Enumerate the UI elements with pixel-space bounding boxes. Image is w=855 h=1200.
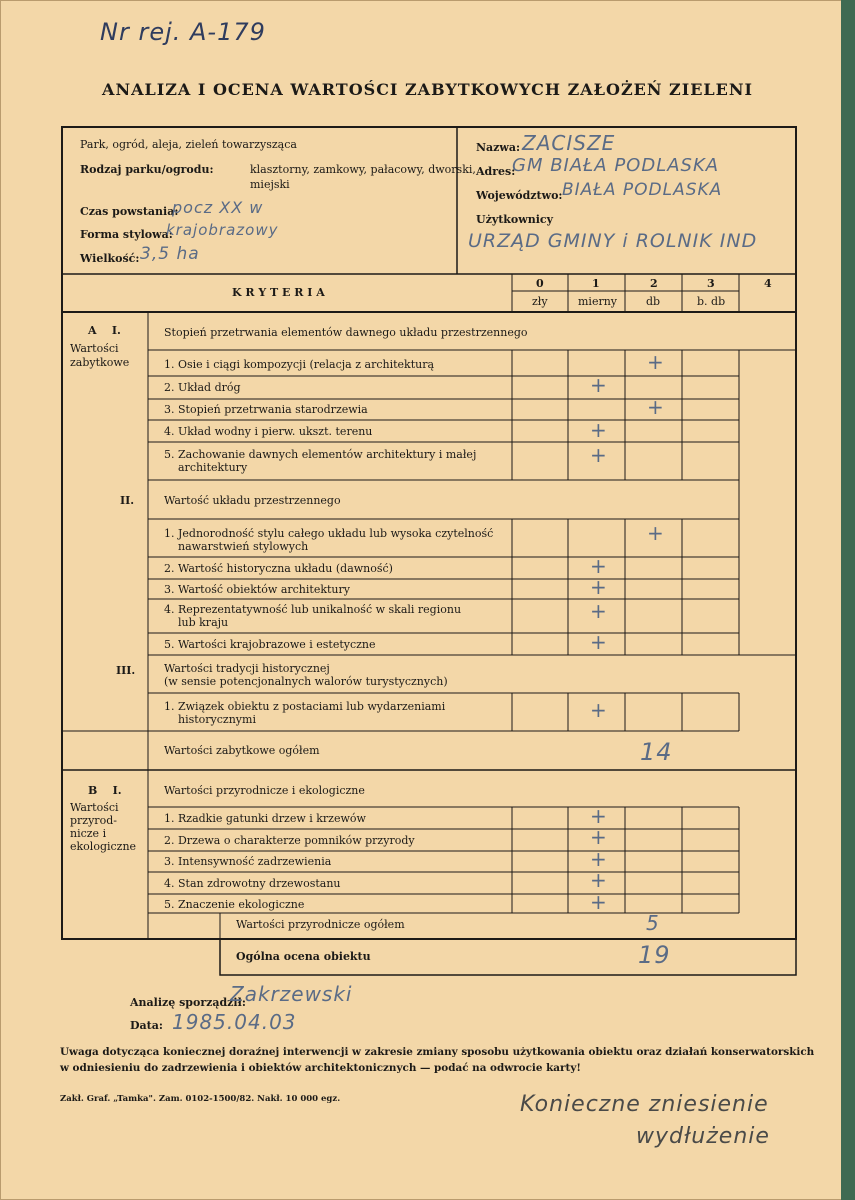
- group2-item-4-cont: lub kraju: [178, 616, 229, 629]
- group2-item-2: 2. Wartość historyczna układu (dawność): [164, 562, 393, 575]
- score-4: 4: [764, 277, 772, 290]
- voivodeship-value: BIAŁA PODLASKA: [562, 180, 723, 200]
- section-a-label-1: Wartości: [70, 342, 119, 355]
- group1-item-1: 1. Osie i ciągi kompozycji (relacja z architekturą: [164, 358, 435, 371]
- score-3: 3: [707, 277, 715, 290]
- group1-item-5-cont: architektury: [178, 461, 248, 474]
- address-value: GM BIAŁA PODLASKA: [512, 155, 720, 176]
- score-mark: +: [590, 868, 607, 892]
- date-label: Data:: [130, 1019, 163, 1032]
- section-a-total-value: 14: [640, 738, 673, 766]
- section-b-item-2: 2. Drzewa o charakterze pomników przyrody: [164, 834, 415, 847]
- section-a-roman-2: II.: [120, 494, 135, 507]
- score-mark: +: [590, 698, 607, 722]
- group1-item-3: 3. Stopień przetrwania starodrzewia: [164, 403, 368, 416]
- created-value: pocz XX w: [172, 198, 264, 217]
- score-name-2: db: [646, 295, 661, 308]
- group1-item-2: 2. Układ dróg: [164, 381, 241, 394]
- section-a-label-2: zabytkowe: [70, 356, 130, 369]
- park-kind-values-2: miejski: [250, 178, 290, 191]
- score-mark: +: [590, 443, 607, 467]
- score-mark: +: [590, 575, 607, 599]
- section-b-roman: B I.: [88, 784, 122, 797]
- criteria-header-label: K R Y T E R I A: [232, 286, 325, 299]
- score-name-0: zły: [532, 295, 548, 308]
- score-mark: +: [590, 804, 607, 828]
- score-1: 1: [592, 277, 600, 290]
- group2-item-5: 5. Wartości krajobrazowe i estetyczne: [164, 638, 376, 651]
- score-2: 2: [650, 277, 658, 290]
- section-b-label-4: ekologiczne: [70, 840, 137, 853]
- users-value: URZĄD GMINY i ROLNIK IND: [468, 230, 758, 252]
- park-kind-values: klasztorny, zamkowy, pałacowy, dworski,: [250, 163, 476, 176]
- score-mark: +: [647, 350, 664, 374]
- score-name-1: mierny: [578, 295, 618, 308]
- prepared-label: Analizę sporządził:: [130, 996, 246, 1009]
- section-a-roman-3: III.: [116, 664, 136, 677]
- created-label: Czas powstania:: [80, 205, 179, 218]
- score-mark: +: [590, 890, 607, 914]
- group1-item-5: 5. Zachowanie dawnych elementów architektury i małej: [164, 448, 477, 461]
- name-label: Nazwa:: [476, 141, 521, 154]
- park-kind-label: Rodzaj parku/ogrodu:: [80, 163, 214, 176]
- size-value: 3,5 ha: [140, 244, 200, 264]
- printer-info: Zakł. Graf. „Tamka". Zam. 0102-1500/82. Nakł. 10 000 egz.: [60, 1094, 341, 1104]
- prepared-value: Zakrzewski: [230, 982, 353, 1006]
- note-line-2: w odniesieniu do zadrzewienia i obiektów architektonicznych — podać na odwrocie karty!: [60, 1062, 581, 1074]
- style-label: Forma stylowa:: [80, 228, 173, 241]
- section-a-roman: A I.: [88, 324, 121, 337]
- object-type-line: Park, ogród, aleja, zieleń towarzysząca: [80, 138, 297, 151]
- section-b-item-1: 1. Rzadkie gatunki drzew i krzewów: [164, 812, 366, 825]
- score-mark: +: [590, 847, 607, 871]
- group2-item-1-cont: nawarstwień stylowych: [178, 540, 309, 553]
- name-value: ZACISZE: [522, 131, 616, 155]
- size-label: Wielkość:: [80, 252, 140, 265]
- voivodeship-label: Województwo:: [476, 189, 563, 202]
- score-mark: +: [590, 554, 607, 578]
- section-b-total-value: 5: [646, 911, 660, 935]
- section-b-title: Wartości przyrodnicze i ekologiczne: [164, 784, 365, 797]
- section-b-item-5: 5. Znaczenie ekologiczne: [164, 898, 305, 911]
- group3-item-1: 1. Związek obiektu z postaciami lub wydarzeniami: [164, 700, 446, 713]
- group3-item-1-cont: historycznymi: [178, 713, 256, 726]
- page-title: ANALIZA I OCENA WARTOŚCI ZABYTKOWYCH ZAŁOŻEŃ ZIELENI: [102, 80, 753, 99]
- score-name-3: b. db: [697, 295, 726, 308]
- group2-item-4: 4. Reprezentatywność lub unikalność w skali regionu: [164, 603, 462, 616]
- group3-title-2: (w sensie potencjonalnych walorów turystycznych): [164, 675, 448, 688]
- section-b-item-4: 4. Stan zdrowotny drzewostanu: [164, 877, 341, 890]
- group1-item-4: 4. Układ wodny i pierw. ukszt. terenu: [164, 425, 373, 438]
- style-value: krajobrazowy: [166, 221, 279, 239]
- section-b-label-3: nicze i: [70, 827, 107, 840]
- score-mark: +: [590, 825, 607, 849]
- score-mark: +: [647, 395, 664, 419]
- users-label: Użytkownicy: [476, 213, 554, 226]
- date-value: 1985.04.03: [172, 1010, 297, 1034]
- section-b-label-2: przyrod-: [70, 814, 117, 827]
- score-mark: +: [590, 630, 607, 654]
- score-mark: +: [590, 599, 607, 623]
- overall-label: Ogólna ocena obiektu: [236, 950, 371, 963]
- group2-item-1: 1. Jednorodność stylu całego układu lub wysoka czytelność: [164, 527, 494, 540]
- score-0: 0: [536, 277, 544, 290]
- section-b-label-1: Wartości: [70, 801, 119, 814]
- registry-note: Nr rej. A-179: [100, 18, 266, 46]
- overall-value: 19: [638, 941, 671, 969]
- score-mark: +: [647, 521, 664, 545]
- score-mark: +: [590, 418, 607, 442]
- group2-title: Wartość układu przestrzennego: [164, 494, 341, 507]
- group1-title: Stopień przetrwania elementów dawnego układu przestrzennego: [164, 326, 528, 339]
- score-mark: +: [590, 373, 607, 397]
- group2-item-3: 3. Wartość obiektów architektury: [164, 583, 350, 596]
- handwritten-note-2: wydłużenie: [636, 1124, 770, 1149]
- section-a-total-label: Wartości zabytkowe ogółem: [164, 744, 320, 757]
- group3-title: Wartości tradycji historycznej: [164, 662, 330, 675]
- section-b-item-3: 3. Intensywność zadrzewienia: [164, 855, 332, 868]
- section-b-total-label: Wartości przyrodnicze ogółem: [236, 918, 405, 931]
- address-label: Adres:: [476, 165, 516, 178]
- handwritten-note-1: Konieczne zniesienie: [520, 1092, 769, 1117]
- note-line-1: Uwaga dotycząca koniecznej doraźnej interwencji w zakresie zmiany sposobu użytkowania obiektu oraz działań konserwatorskich: [60, 1046, 815, 1058]
